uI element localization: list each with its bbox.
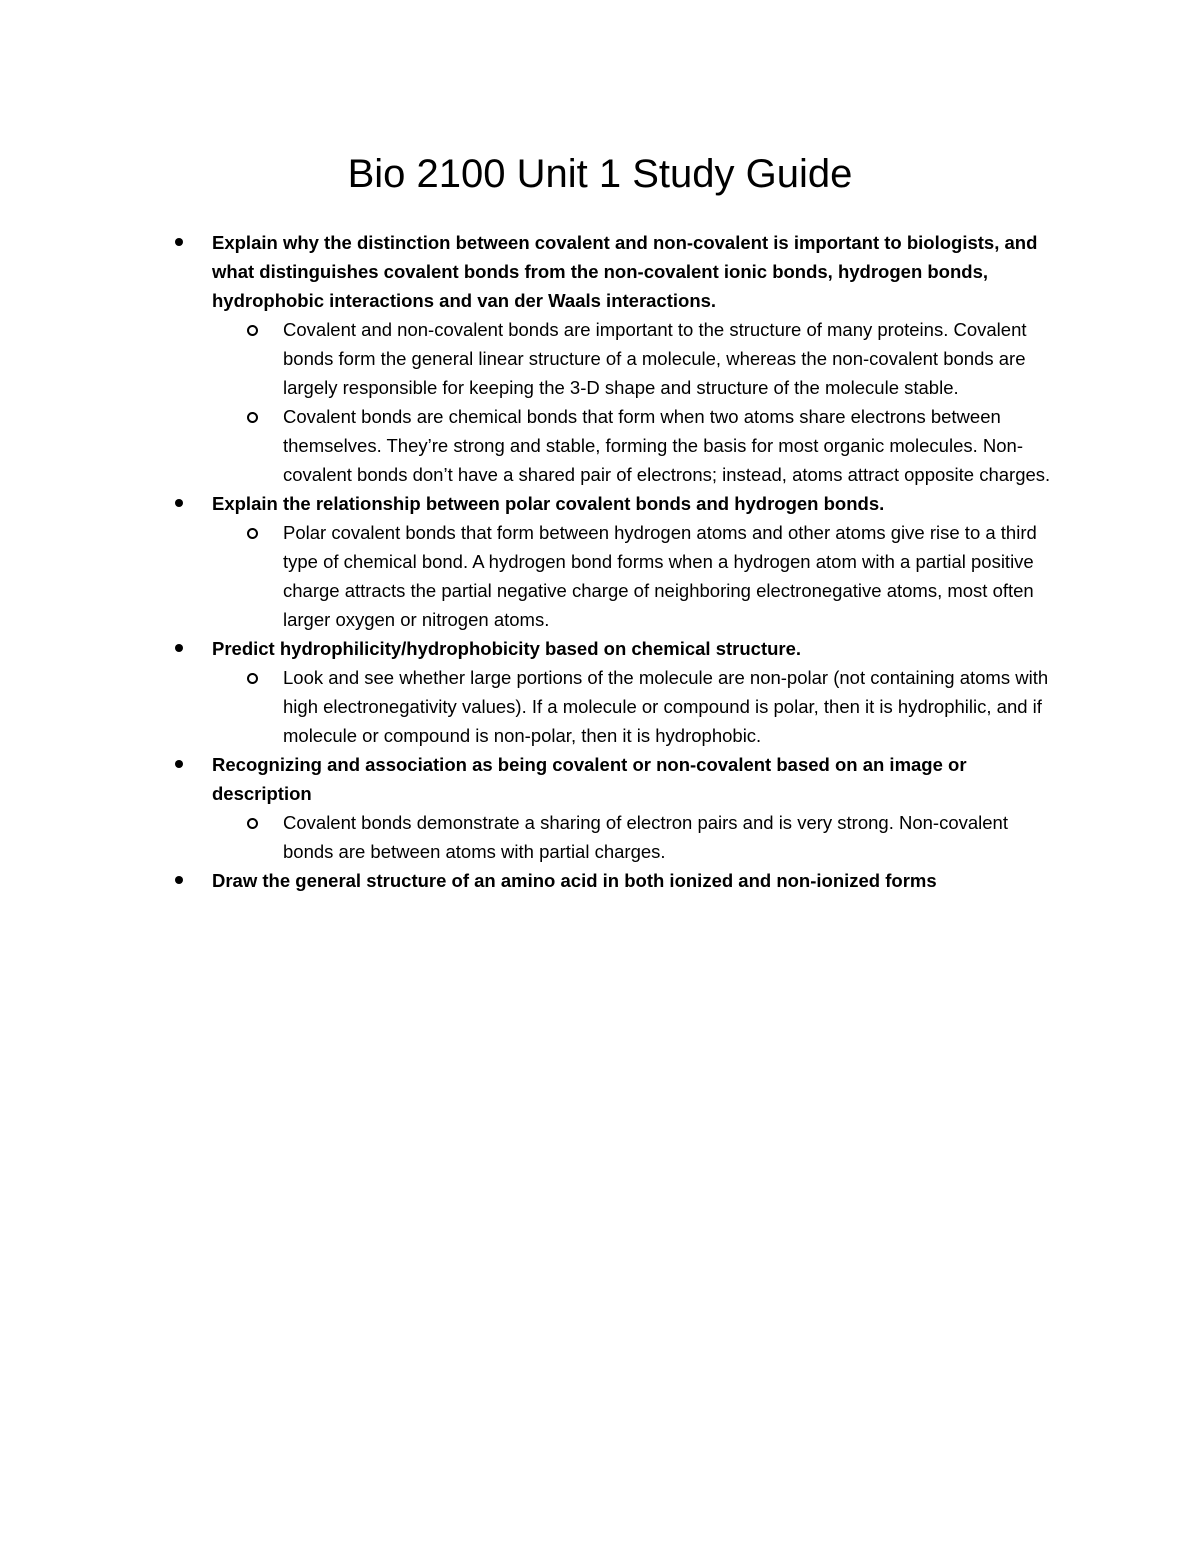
answer-list <box>0 663 1200 750</box>
question-text: Explain the relationship between polar covalent bonds and hydrogen bonds. <box>212 493 885 514</box>
question-text: Draw the general structure of an amino acid in both ionized and non-ionized forms <box>212 870 937 891</box>
answer-text: Look and see whether large portions of the molecule are non-polar (not containing atoms with high electronegativity values). If a molecule or compound is polar, then it is hydrophilic, and if molecule or compound is non-polar, then it is hydrophobic. <box>283 667 1049 746</box>
hollow-bullet-icon <box>247 673 258 684</box>
filled-bullet-icon <box>175 876 183 884</box>
hollow-bullet-icon <box>247 528 258 539</box>
filled-bullet-icon <box>175 238 183 246</box>
question-item <box>0 634 1200 750</box>
question-text: Predict hydrophilicity/hydrophobicity based on chemical structure. <box>212 638 802 659</box>
study-guide-outline <box>0 228 1200 895</box>
filled-bullet-icon <box>175 760 183 768</box>
question-item <box>0 489 1200 634</box>
question-item <box>0 750 1200 866</box>
filled-bullet-icon <box>175 499 183 507</box>
answer-text: Polar covalent bonds that form between hydrogen atoms and other atoms give rise to a third type of chemical bond. A hydrogen bond forms when a hydrogen atom with a partial positive charge attracts the partial negative charge of neighboring electronegative atoms, most often larger oxygen or nitrogen atoms. <box>283 522 1037 630</box>
answer-item <box>0 402 1200 489</box>
answer-item <box>0 518 1200 634</box>
answer-text: Covalent and non-covalent bonds are important to the structure of many proteins. Covalent bonds form the general linear structure of a molecule, whereas the non-covalent bonds are largely responsible for keeping the 3-D shape and structure of the molecule stable. <box>283 319 1027 398</box>
filled-bullet-icon <box>175 644 183 652</box>
question-item <box>0 228 1200 489</box>
document-title: Bio 2100 Unit 1 Study Guide <box>347 152 853 196</box>
hollow-bullet-icon <box>247 818 258 829</box>
answer-list <box>0 808 1200 866</box>
answer-list <box>0 315 1200 489</box>
hollow-bullet-icon <box>247 412 258 423</box>
answer-text: Covalent bonds demonstrate a sharing of electron pairs and is very strong. Non-covalent bonds are between atoms with partial charges. <box>283 812 1008 862</box>
answer-list <box>0 518 1200 634</box>
answer-item <box>0 663 1200 750</box>
question-item <box>0 866 1200 895</box>
question-text: Explain why the distinction between covalent and non-covalent is important to biologists, and what distinguishes covalent bonds from the non-covalent ionic bonds, hydrogen bonds, hydrophobic interactions and van der Waals interactions. <box>212 232 1038 311</box>
answer-item <box>0 808 1200 866</box>
answer-text: Covalent bonds are chemical bonds that form when two atoms share electrons between themselves. They’re strong and stable, forming the basis for most organic molecules. Non-covalent bonds don’t have a shared pair of electrons; instead, atoms attract opposite charges. <box>283 406 1051 485</box>
hollow-bullet-icon <box>247 325 258 336</box>
question-text: Recognizing and association as being covalent or non-covalent based on an image or description <box>212 754 967 804</box>
answer-item <box>0 315 1200 402</box>
